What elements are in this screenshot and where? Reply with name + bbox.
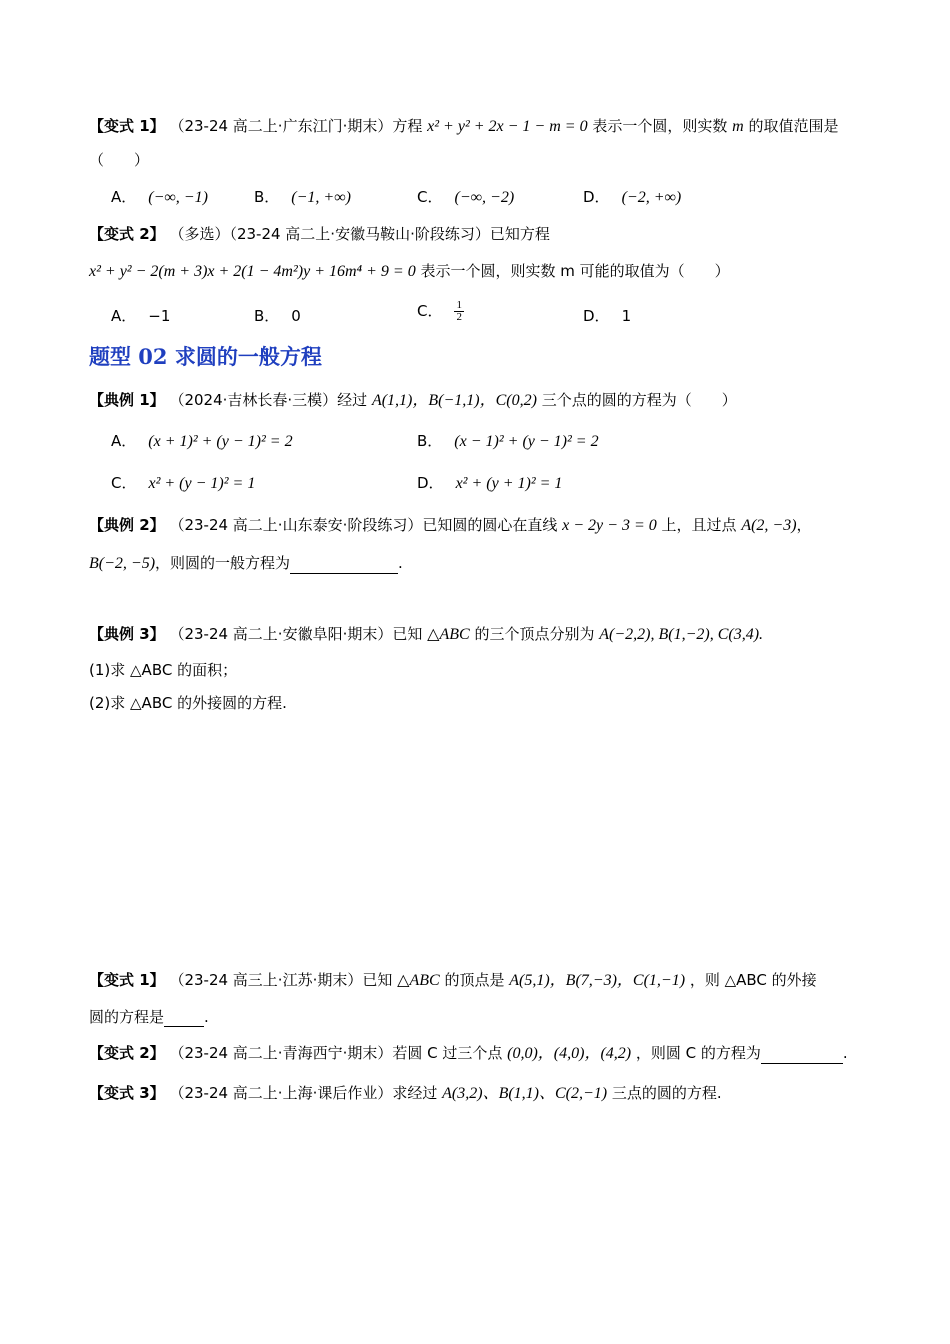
v1-option-a: A． (−∞, −1) (111, 188, 208, 206)
v1-option-c: C． (−∞, −2) (417, 188, 515, 206)
v1-option-d: D． (−2, +∞) (583, 188, 682, 206)
e3-stem: 【典例 3】 （23-24 高二上·安徽阜阳·期末）已知 △ABC 的三个顶点分别为 A(−2,2), B(1,−2), C(3,4). (89, 625, 764, 643)
w3-stem: 【变式 3】 （23-24 高二上·上海·课后作业）求经过 A(3,2)、B(1,1)、C(2,−1) 三点的圆的方程. (89, 1084, 722, 1102)
v2-option-b: B． 0 (254, 307, 301, 325)
v2-source: （多选）（23-24 高二上·安徽马鞍山·阶段练习）已知方程 (169, 225, 550, 243)
e1-points: A(1,1)，B(−1,1)，C(0,2) (371, 392, 537, 409)
fraction-one-half: $\frac{1}{2}$ (456, 299, 462, 323)
v1-option-b: B． (−1, +∞) (254, 188, 351, 206)
e1-option-d: D． x² + (y + 1)² = 1 (417, 474, 563, 492)
v2-option-a: A． −1 (111, 307, 171, 325)
v1-paren: （ ） (89, 151, 150, 169)
v2-tag: 【变式 2】 (89, 225, 165, 243)
w1-stem-line2: 圆的方程是 . (89, 1008, 209, 1026)
v2-text: 表示一个圆，则实数 m 可能的取值为（ ） (420, 262, 730, 280)
v1-var: m (732, 118, 744, 135)
e3-question-1: (1)求 △ABC 的面积； (89, 661, 238, 679)
v2-option-c: C． $\frac{1}{2}$ (417, 299, 462, 323)
v2-equation: x² + y² − 2(m + 3)x + 2(1 − 4m²)y + 16m⁴ + 9 = 0 (89, 263, 416, 280)
v1-source: （23-24 高二上·广东江门·期末）方程 (169, 117, 423, 135)
v1-equation: x² + y² + 2x − 1 − m = 0 (427, 118, 588, 135)
v1-stem (89, 116, 839, 137)
v2-stem (89, 224, 550, 244)
e1-option-b: B． (x − 1)² + (y − 1)² = 2 (417, 432, 599, 450)
e1-option-c: C． x² + (y − 1)² = 1 (111, 474, 256, 492)
w1-stem: 【变式 1】 （23-24 高三上·江苏·期末）已知 △ABC 的顶点是 A(5,1)，B(7,−3)，C(1,−1) ，则 △ABC 的外接 (89, 971, 817, 989)
answer-blank[interactable] (164, 1010, 204, 1027)
e2-stem: 【典例 2】 （23-24 高二上·山东泰安·阶段练习）已知圆的圆心在直线 x − 2y − 3 = 0 上，且过点 A(2, −3)， (89, 516, 812, 534)
v2-equation-line (89, 261, 730, 282)
v2-option-d: D． 1 (583, 307, 632, 325)
v1-tag: 【变式 1】 (89, 117, 165, 135)
e1-option-a: A． (x + 1)² + (y − 1)² = 2 (111, 432, 293, 450)
e2-stem-line2: B(−2, −5)，则圆的一般方程为 . (89, 554, 403, 572)
v1-text: 表示一个圆，则实数 (592, 117, 728, 135)
answer-blank[interactable] (761, 1047, 843, 1064)
section-heading: 题型 02 求圆的一般方程 (89, 344, 322, 369)
v1-tail: 的取值范围是 (748, 117, 839, 135)
w2-stem: 【变式 2】 （23-24 高二上·青海西宁·期末）若圆 C 过三个点 (0,0)，(4,0)，(4,2) ，则圆 C 的方程为 . (89, 1044, 848, 1062)
answer-blank[interactable] (290, 557, 398, 574)
e1-stem: 【典例 1】 （2024·吉林长春·三模）经过 A(1,1)，B(−1,1)，C(0,2) 三个点的圆的方程为（ ） (89, 391, 737, 409)
e3-question-2: (2)求 △ABC 的外接圆的方程. (89, 694, 287, 712)
